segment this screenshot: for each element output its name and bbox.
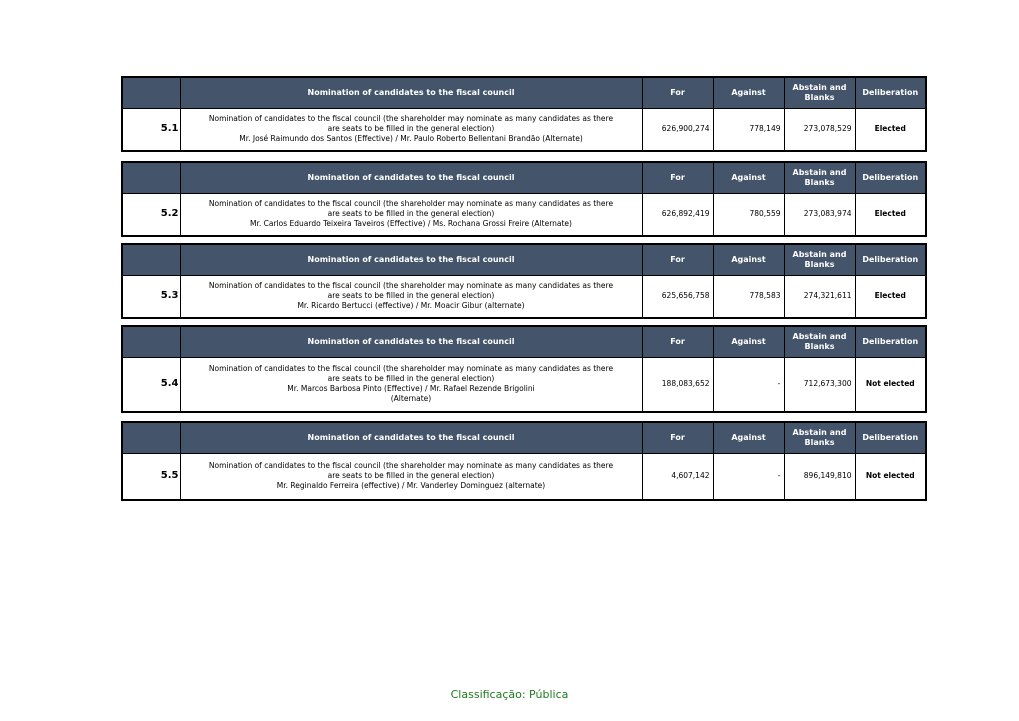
header-for: For bbox=[642, 162, 713, 194]
item-number: 5.3 bbox=[122, 276, 180, 318]
item-description bbox=[180, 276, 642, 318]
header-title: Nomination of candidates to the fiscal council bbox=[180, 162, 642, 194]
candidate-line: Mr. Carlos Eduardo Teixeira Taveiros (Effective) / Ms. Rochana Grossi Freire (Alternate) bbox=[250, 219, 572, 229]
description-line: Nomination of candidates to the fiscal council (the shareholder may nominate as many candidates as there bbox=[208, 199, 614, 209]
header-title: Nomination of candidates to the fiscal council bbox=[180, 326, 642, 358]
header-for: For bbox=[642, 244, 713, 276]
vote-table-5-5 bbox=[121, 421, 927, 501]
table-header-row bbox=[122, 77, 926, 109]
votes-for: 188,083,652 bbox=[642, 358, 713, 412]
candidate-line: Mr. Marcos Barbosa Pinto (Effective) / Mr. Rafael Rezende Brigolini bbox=[287, 384, 535, 394]
description-line: are seats to be filled in the general election) bbox=[327, 291, 495, 301]
item-number: 5.1 bbox=[122, 109, 180, 151]
table-row bbox=[122, 109, 926, 151]
candidate-line: Mr. Ricardo Bertucci (effective) / Mr. Moacir Gibur (alternate) bbox=[297, 301, 525, 311]
header-abstain: Abstain and Blanks bbox=[784, 77, 855, 109]
header-abstain: Abstain and Blanks bbox=[784, 244, 855, 276]
header-abstain: Abstain and Blanks bbox=[784, 326, 855, 358]
header-deliberation: Deliberation bbox=[855, 77, 926, 109]
votes-for: 625,656,758 bbox=[642, 276, 713, 318]
table-header-row bbox=[122, 422, 926, 454]
table-row bbox=[122, 276, 926, 318]
header-blank bbox=[122, 77, 180, 109]
header-blank bbox=[122, 244, 180, 276]
header-deliberation: Deliberation bbox=[855, 422, 926, 454]
header-blank bbox=[122, 162, 180, 194]
header-for: For bbox=[642, 77, 713, 109]
item-description bbox=[180, 194, 642, 236]
votes-abstain: 274,321,611 bbox=[784, 276, 855, 318]
header-title: Nomination of candidates to the fiscal council bbox=[180, 422, 642, 454]
item-description bbox=[180, 358, 642, 412]
vote-table-5-3 bbox=[121, 243, 927, 319]
header-against: Against bbox=[713, 162, 784, 194]
table-header-row bbox=[122, 244, 926, 276]
votes-against: 778,583 bbox=[713, 276, 784, 318]
description-line: are seats to be filled in the general election) bbox=[327, 209, 495, 219]
deliberation-result: Elected bbox=[855, 194, 926, 236]
deliberation-result: Elected bbox=[855, 109, 926, 151]
votes-against: - bbox=[713, 358, 784, 412]
header-against: Against bbox=[713, 422, 784, 454]
header-deliberation: Deliberation bbox=[855, 244, 926, 276]
table-header-row bbox=[122, 162, 926, 194]
header-against: Against bbox=[713, 77, 784, 109]
item-description bbox=[180, 454, 642, 500]
description-line: are seats to be filled in the general election) bbox=[327, 124, 495, 134]
votes-against: 778,149 bbox=[713, 109, 784, 151]
description-line: are seats to be filled in the general election) bbox=[327, 471, 495, 481]
vote-table-5-1 bbox=[121, 76, 927, 152]
header-abstain: Abstain and Blanks bbox=[784, 422, 855, 454]
votes-abstain: 273,078,529 bbox=[784, 109, 855, 151]
description-line: Nomination of candidates to the fiscal council (the shareholder may nominate as many candidates as there bbox=[208, 114, 614, 124]
votes-abstain: 712,673,300 bbox=[784, 358, 855, 412]
vote-table-5-2 bbox=[121, 161, 927, 237]
votes-abstain: 273,083,974 bbox=[784, 194, 855, 236]
item-number: 5.4 bbox=[122, 358, 180, 412]
deliberation-result: Not elected bbox=[855, 358, 926, 412]
header-against: Against bbox=[713, 326, 784, 358]
table-row bbox=[122, 358, 926, 412]
header-for: For bbox=[642, 326, 713, 358]
item-number: 5.5 bbox=[122, 454, 180, 500]
votes-for: 626,892,419 bbox=[642, 194, 713, 236]
header-abstain: Abstain and Blanks bbox=[784, 162, 855, 194]
votes-against: - bbox=[713, 454, 784, 500]
header-title: Nomination of candidates to the fiscal council bbox=[180, 77, 642, 109]
votes-for: 4,607,142 bbox=[642, 454, 713, 500]
description-line: are seats to be filled in the general election) bbox=[327, 374, 495, 384]
header-deliberation: Deliberation bbox=[855, 162, 926, 194]
header-deliberation: Deliberation bbox=[855, 326, 926, 358]
candidate-line: (Alternate) bbox=[390, 394, 432, 404]
votes-against: 780,559 bbox=[713, 194, 784, 236]
header-against: Against bbox=[713, 244, 784, 276]
deliberation-result: Not elected bbox=[855, 454, 926, 500]
item-description bbox=[180, 109, 642, 151]
header-blank bbox=[122, 326, 180, 358]
votes-abstain: 896,149,810 bbox=[784, 454, 855, 500]
table-header-row bbox=[122, 326, 926, 358]
deliberation-result: Elected bbox=[855, 276, 926, 318]
header-for: For bbox=[642, 422, 713, 454]
header-blank bbox=[122, 422, 180, 454]
description-line: Nomination of candidates to the fiscal council (the shareholder may nominate as many candidates as there bbox=[208, 364, 614, 374]
votes-for: 626,900,274 bbox=[642, 109, 713, 151]
item-number: 5.2 bbox=[122, 194, 180, 236]
vote-table-5-4 bbox=[121, 325, 927, 413]
candidate-line: Mr. José Raimundo dos Santos (Effective) / Mr. Paulo Roberto Bellentani Brandão (Alternate) bbox=[239, 134, 583, 144]
table-row bbox=[122, 454, 926, 500]
description-line: Nomination of candidates to the fiscal council (the shareholder may nominate as many candidates as there bbox=[208, 461, 614, 471]
description-line: Nomination of candidates to the fiscal council (the shareholder may nominate as many candidates as there bbox=[208, 281, 614, 291]
classification-label: Classificação: Pública bbox=[450, 688, 569, 701]
candidate-line: Mr. Reginaldo Ferreira (effective) / Mr. Vanderley Dominguez (alternate) bbox=[276, 481, 546, 491]
table-row bbox=[122, 194, 926, 236]
header-title: Nomination of candidates to the fiscal council bbox=[180, 244, 642, 276]
